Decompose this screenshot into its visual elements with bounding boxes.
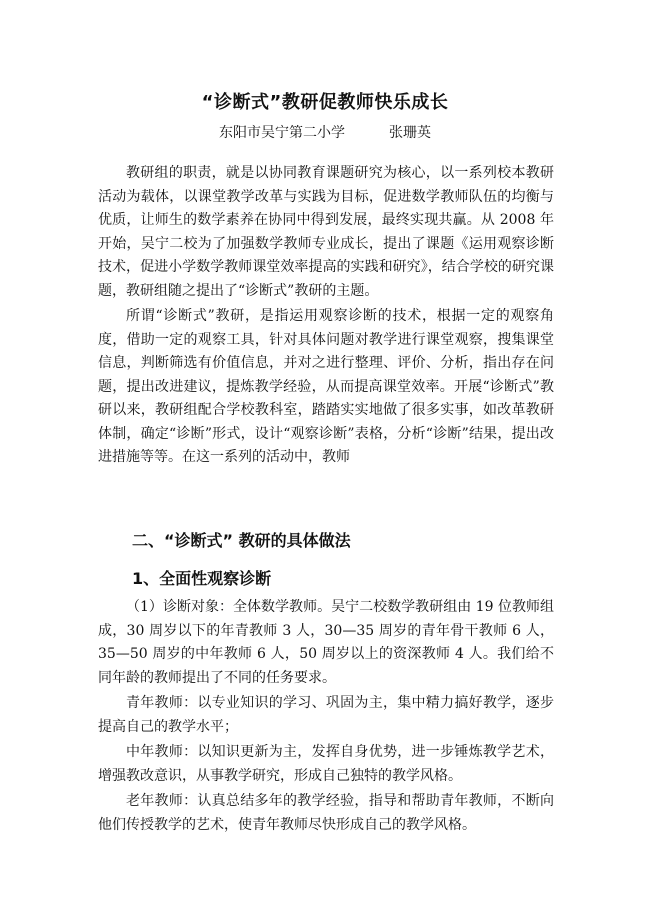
intro-section <box>98 162 554 472</box>
section1-paragraph: 老年教师：认真总结多年的教学经验，指导和帮助青年教师，不断向他们传授教学的艺术，使青年教师尽快形成自己的教学风格。 <box>98 793 554 833</box>
section-heading: 二、“诊断式” 教研的具体做法 <box>132 531 351 550</box>
intro-paragraph: 所谓“诊断式”教研，是指运用观察诊断的技术，根据一定的观察角度，借助一定的观察工具，针对具体问题对教学进行课堂观察，搜集课堂信息，判断筛选有价值信息，并对之进行整理、评价、分析，指出存在问题，提出改进建议，提炼教学经验，从而提高课堂效率。开展“诊断式”教研以来，教研组配合学校教科室，踏踏实实地做了很多实事，如改革教研体制，确定“诊断”形式，设计“观察诊断”表格，分析“诊断”结果，提出改进措施等等。在这一系列的活动中，教师 <box>98 308 554 465</box>
section1-paragraph: （1）诊断对象：全体数学教师。吴宁二校数学教研组由 19 位教师组成，30 周岁以下的年青教师 3 人，30—35 周岁的青年骨干教师 6 人，35—50 周岁的中年教师 6 人，50 周岁以上的资深教师 4 人。我们给不同年龄的教师提出了不同的任务要求。 <box>98 599 554 686</box>
section1-paragraph: 中年教师：以知识更新为主，发挥自身优势，进一步锤炼教学艺术，增强教改意识，从事教学研究，形成自己独特的教学风格。 <box>98 744 554 784</box>
section1-paragraph: 青年教师：以专业知识的学习、巩固为主，集中精力搞好教学，逐步提高自己的教学水平； <box>98 695 554 735</box>
author-name: 张珊英 <box>389 125 431 141</box>
school-name: 东阳市吴宁第二小学 <box>219 125 345 141</box>
intro-paragraph: 教研组的职责，就是以协同教育课题研究为核心，以一系列校本教研活动为载体，以课堂教学改革与实践为目标，促进数学教师队伍的均衡与优质，让师生的数学素养在协同中得到发展，最终实现共赢。从 2008 年开始，吴宁二校为了加强数学教师专业成长，提出了课题《运用观察诊断技术，促进小学数学教师课堂效率提高的实践和研究》，结合学校的研究课题，教研组随之提出了“诊断式”教研的主题。 <box>98 165 554 299</box>
subsection-heading: 1、全面性观察诊断 <box>132 569 272 588</box>
section1-body <box>98 596 554 839</box>
document-title: “诊断式”教研促教师快乐成长 <box>201 92 449 113</box>
byline <box>0 122 650 142</box>
